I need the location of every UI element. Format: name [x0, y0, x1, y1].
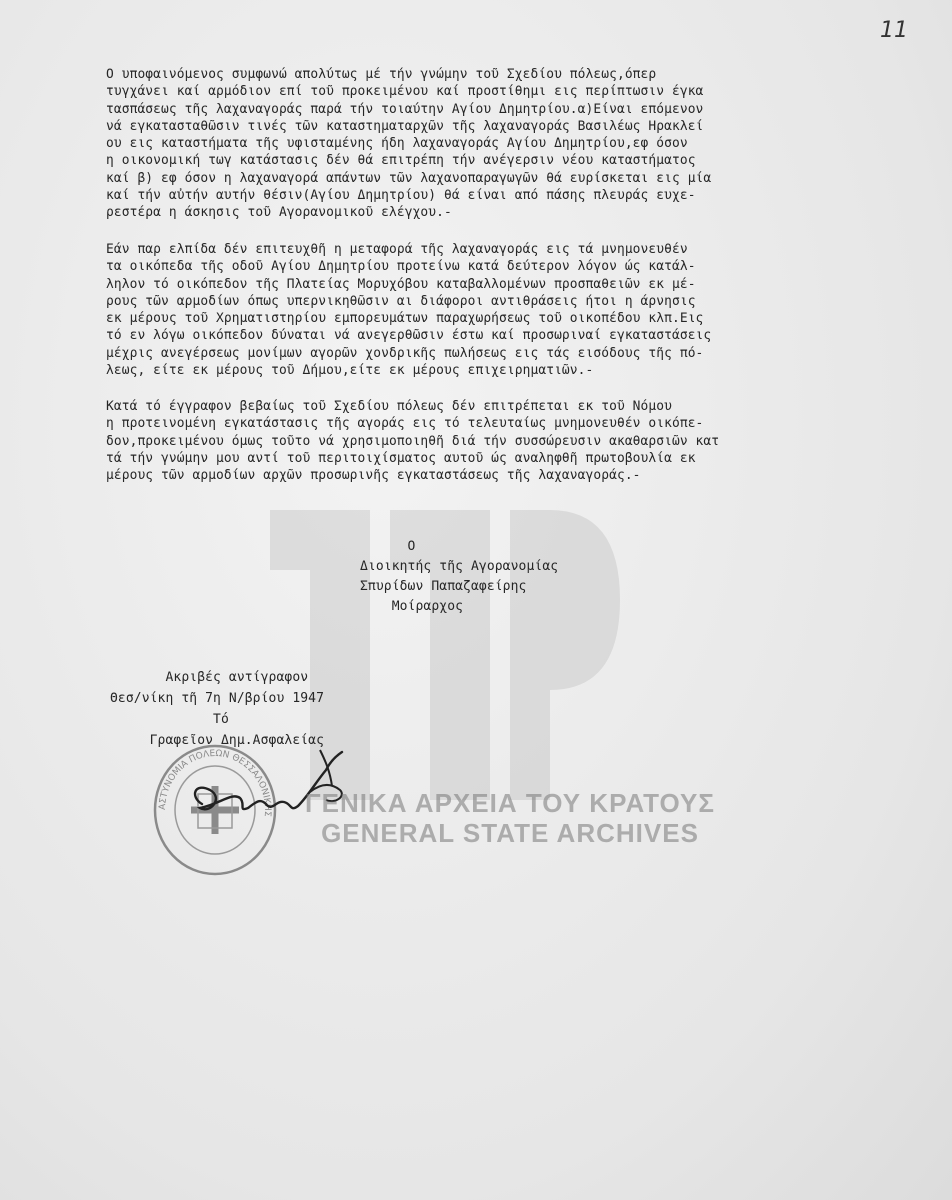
- text-line: Κατά τό έγγραφον βεβαίως τοῦ Σχεδίου πόλεως δέν επιτρέπεται εκ τοῦ Νόμου: [106, 399, 672, 414]
- paragraph-2: [106, 241, 936, 379]
- text-line: ου εις καταστήματα τῆς υφισταμένης ήδη λαχαναγοράς Αγίου Δημητρίου,εφ όσον: [106, 136, 688, 152]
- text-line: λεως, είτε εκ μέρους τοῦ Δήμου,είτε εκ μέρους επιχειρηματιῶν.-: [106, 363, 594, 379]
- signature-block: [360, 537, 558, 617]
- text-line: Ακριβές αντίγραφον: [110, 670, 309, 685]
- paragraph-3: [106, 398, 936, 484]
- certified-copy-block: [110, 667, 324, 751]
- text-line: μέρους τῶν αρμοδίων αρχῶν προσωρινῆς εγκαταστάσεως τῆς λαχαναγοράς.-: [106, 468, 641, 484]
- watermark-greek: ΓΕΝΙΚΑ ΑΡΧΕΙΑ ΤΟΥ ΚΡΑΤΟΥΣ: [305, 788, 715, 818]
- text-line: τά τήν γνώμην μου αντί τοῦ περιτοιχίσματος αυτοῦ ώς αναληφθῆ πρωτοβουλία εκ: [106, 450, 696, 466]
- text-line: Ο: [360, 539, 416, 554]
- text-line: Μοίραρχος: [360, 599, 464, 614]
- text-line: Εάν παρ ελπίδα δέν επιτευχθῆ η μεταφορά τῆς λαχαναγοράς εις τά μνημονευθέν: [106, 242, 688, 257]
- text-line: νά εγκατασταθῶσιν τινές τῶν καταστηματαρχῶν τῆς λαχαναγοράς Βασιλέως Ηρακλεί: [106, 118, 704, 134]
- text-line: ληλον τό οικόπεδον τῆς Πλατείας Μορυχόβου καταβαλλομένων προσπαθειῶν εκ μέ-: [106, 276, 696, 292]
- text-line: τα οικόπεδα τῆς οδοῦ Αγίου Δημητρίου προτείνω κατά δεύτερον λόγον ώς κατάλ-: [106, 259, 696, 275]
- text-line: Γραφεῖον Δημ.Ασφαλείας: [110, 733, 325, 748]
- watermark-english: GENERAL STATE ARCHIVES: [321, 818, 699, 848]
- text-line: ρους τῶν αρμοδίων όπως υπερνικηθῶσιν αι διάφοροι αντιθράσεις ήτοι η άρνησις: [106, 293, 696, 309]
- stamp-text: ΑΣΤΥΝΟΜΙΑ ΠΟΛΕΩΝ ΘΕΣΣΑΛΟΝΙΚΗΣ: [157, 748, 273, 817]
- paragraph-1: [106, 66, 936, 222]
- text-line: Θεσ/νίκη τῆ 7η Ν/βρίου 1947: [110, 691, 325, 706]
- text-line: τασπάσεως τῆς λαχαναγοράς παρά τήν τοιαύτην Αγίου Δημητρίου.α)Είναι επόμενον: [106, 101, 704, 117]
- text-line: Διοικητής τῆς Αγορανομίας: [360, 559, 559, 574]
- text-line: τό εν λόγω οικόπεδον δύναται νά ανεγερθῶσιν έστω καί προσωριναί εγκαταστάσεις: [106, 328, 712, 344]
- text-line: εκ μέρους τοῦ Χρηματιστηρίου εμπορευμάτων παραχωρήσεως τοῦ οικοπέδου κλπ.Εις: [106, 311, 704, 327]
- text-line: δον,προκειμένου όμως τοῦτο νά χρησιμοποιηθῆ διά τήν συσσώρευσιν ακαθαρσιῶν κατ: [106, 433, 720, 449]
- text-line: Ο υποφαινόμενος συμφωνώ απολύτως μέ τήν γνώμην τοῦ Σχεδίου πόλεως,όπερ: [106, 67, 657, 82]
- text-line: η προτεινομένη εγκατάστασις τῆς αγοράς εις τό τελευταίως μνημονευθέν οικόπε-: [106, 416, 704, 432]
- text-line: Σπυρίδων Παπαζαφείρης: [360, 579, 527, 594]
- text-line: Τό: [110, 712, 229, 727]
- text-line: τυγχάνει καί αρμόδιον επί τοῦ προκειμένου καί προστίθημι εις περίπτωσιν έγκα: [106, 84, 704, 100]
- text-line: καί β) εφ όσον η λαχαναγορά απάντων τῶν λαχανοπαραγωγῶν θά ευρίσκεται εις μία: [106, 170, 712, 186]
- text-line: μέχρις ανεγέρσεως μονίμων αγορῶν χονδρικῆς πωλήσεως εις τάς εισόδους τῆς πό-: [106, 345, 704, 361]
- text-line: ρεστέρα η άσκησις τοῦ Αγορανομικοῦ ελέγχου.-: [106, 205, 452, 221]
- text-line: η οικονομική τωγ κατάστασις δέν θά επιτρέπη τήν ανέγερσιν νέου καταστήματος: [106, 153, 696, 169]
- text-line: καί τήν αὐτήν αυτήν θέσιν(Αγίου Δημητρίου) θά είναι από πάσης πλευράς ευχε-: [106, 188, 696, 204]
- page-number: 11: [880, 18, 908, 43]
- archives-watermark: [210, 788, 810, 848]
